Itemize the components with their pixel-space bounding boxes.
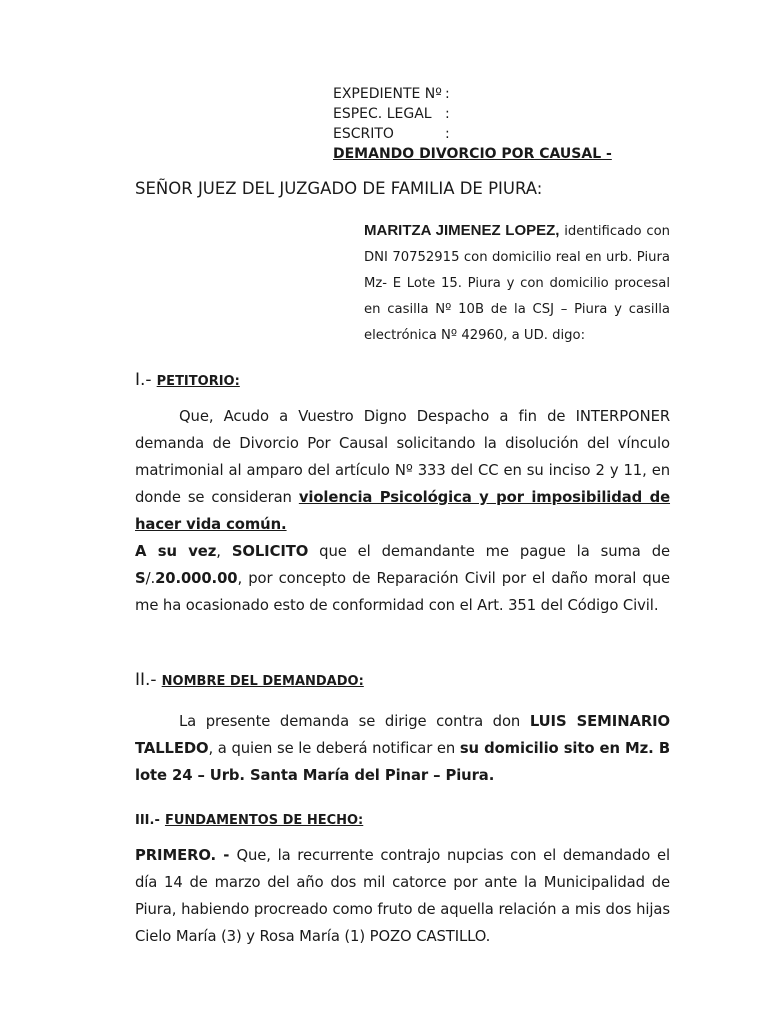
addressee-heading: SEÑOR JUEZ DEL JUZGADO DE FAMILIA DE PIURA: — [135, 179, 543, 198]
espec-legal-label: ESPEC. LEGAL — [333, 106, 432, 122]
solicito-rest: , por concepto de Reparación Civil por el daño moral que me ha ocasionado esto de conformidad con el Art. 351 del Código Civil. — [135, 570, 670, 614]
plaintiff-details: identificado con DNI 70752915 con domicilio real en urb. Piura Mz- E Lote 15. Piura y con domicilio procesal en casilla Nº 10B de la CSJ – Piura y casilla electrónica Nº 42960, a UD. digo: — [364, 224, 670, 343]
defendant-address: su domicilio sito en Mz. B lote 24 – Urb. Santa María del Pinar – Piura. — [135, 740, 671, 784]
espec-legal-row — [333, 104, 612, 124]
document-subject: DEMANDO DIVORCIO POR CAUSAL - — [333, 146, 612, 162]
espec-legal-colon: : — [445, 106, 450, 122]
plaintiff-intro — [364, 218, 670, 349]
section-3-title: FUNDAMENTOS DE HECHO: — [164, 813, 364, 828]
section-3-number: III.- — [135, 813, 160, 828]
escrito-colon: : — [445, 126, 450, 142]
section-2-number: II.- — [135, 670, 157, 690]
plaintiff-name: MARITZA JIMENEZ LOPEZ, — [364, 222, 560, 239]
section-2-heading — [135, 670, 364, 690]
demandado-notify: , a quien se le deberá notificar en — [208, 740, 460, 757]
petitorio-grounds: violencia Psicológica y por imposibilidad de hacer vida común. — [135, 489, 671, 533]
primero-label: PRIMERO — [135, 847, 211, 864]
solicito-text: que el demandante me pague la suma de — [308, 543, 670, 560]
comma-text: , — [216, 543, 232, 560]
case-header — [333, 84, 612, 164]
primero-text: Que, la recurrente contrajo nupcias con el demandado el día 14 de marzo del año dos mil catorce por ante la Municipalidad de Piura, habiendo procreado como fruto de aquella relación a mis dos hijas Cielo María (3) y Rosa María (1) POZO CASTILLO. — [135, 847, 670, 945]
solicito-label: SOLICITO — [231, 543, 309, 560]
amount-value: 20.000.00 — [155, 570, 238, 587]
section-1-title: PETITORIO: — [156, 374, 240, 389]
section-3-heading — [135, 809, 363, 828]
section-1-number: I.- — [135, 370, 152, 390]
expediente-label: EXPEDIENTE Nº — [333, 86, 442, 102]
petitorio-paragraph — [135, 403, 670, 538]
defendant-name: LUIS SEMINARIO TALLEDO — [135, 713, 671, 757]
demandado-paragraph — [135, 708, 670, 789]
currency-slash: /. — [145, 570, 156, 587]
demandado-text: La presente demanda se dirige contra don — [179, 713, 530, 730]
primero-paragraph — [135, 842, 670, 950]
a-su-vez-label: A su vez — [135, 543, 217, 560]
solicito-paragraph — [135, 538, 670, 619]
expediente-row — [333, 84, 612, 104]
expediente-colon: : — [445, 86, 450, 102]
primero-separator: . - — [210, 847, 237, 864]
currency-symbol: S — [135, 570, 146, 587]
section-2-title: NOMBRE DEL DEMANDADO: — [161, 674, 364, 689]
section-1-heading — [135, 370, 240, 390]
escrito-row — [333, 124, 612, 144]
escrito-label: ESCRITO — [333, 126, 394, 142]
petitorio-text: Que, Acudo a Vuestro Digno Despacho a fin de INTERPONER demanda de Divorcio Por Causal solicitando la disolución del vínculo matrimonial al amparo del artículo Nº 333 del CC en su inciso 2 y 11, en donde se consideran — [135, 408, 670, 506]
